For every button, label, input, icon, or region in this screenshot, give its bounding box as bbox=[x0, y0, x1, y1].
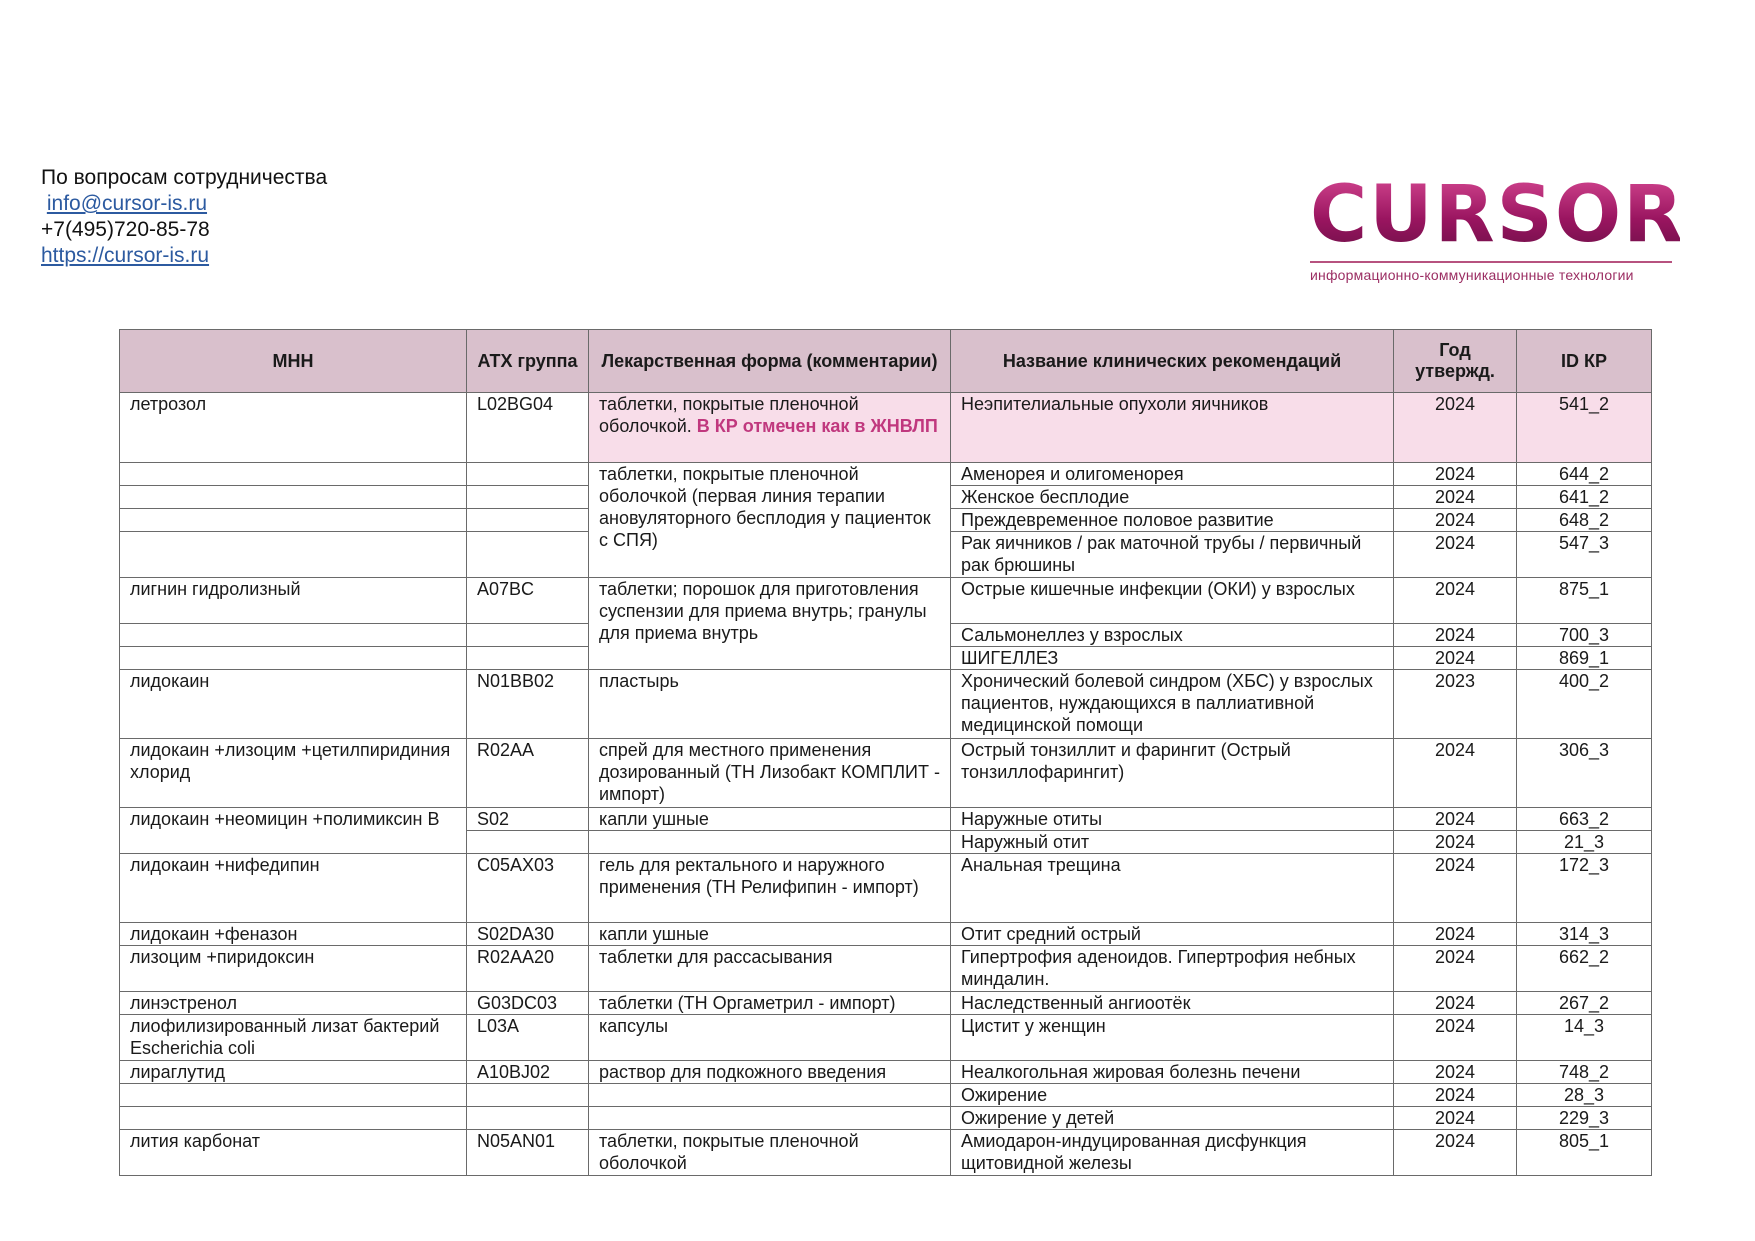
cell-atc: S02 bbox=[467, 808, 589, 831]
cell-mnn: линэстренол bbox=[120, 992, 467, 1015]
cell-atc: A10BJ02 bbox=[467, 1061, 589, 1084]
table-row bbox=[120, 946, 1652, 992]
cell-name: Хронический болевой синдром (ХБС) у взрослых пациентов, нуждающихся в паллиативной медицинской помощи bbox=[951, 670, 1394, 739]
logo-tagline: информационно-коммуникационные технологии bbox=[1310, 267, 1634, 283]
cell-atc: R02AA20 bbox=[467, 946, 589, 992]
cell-form: таблетки (ТН Оргаметрил - импорт) bbox=[589, 992, 951, 1015]
cell-id: 229_3 bbox=[1517, 1107, 1652, 1130]
cell-name: Амиодарон-индуцированная дисфункция щитовидной железы bbox=[951, 1130, 1394, 1176]
cell-mnn: лития карбонат bbox=[120, 1130, 467, 1176]
table-row bbox=[120, 1107, 1652, 1130]
cell-mnn bbox=[120, 1084, 467, 1107]
cell-mnn bbox=[120, 647, 467, 670]
cell-name: Наследственный ангиоотёк bbox=[951, 992, 1394, 1015]
cell-name: Отит средний острый bbox=[951, 923, 1394, 946]
cell-mnn: лизоцим +пиридоксин bbox=[120, 946, 467, 992]
cell-id: 644_2 bbox=[1517, 463, 1652, 486]
cell-year: 2024 bbox=[1394, 808, 1517, 831]
form-text: таблетки, покрытые пленочной оболочкой. bbox=[599, 394, 859, 436]
cell-form: капли ушные bbox=[589, 808, 951, 831]
cell-mnn bbox=[120, 532, 467, 578]
cell-atc bbox=[467, 532, 589, 578]
cell-id: 172_3 bbox=[1517, 854, 1652, 923]
cell-year: 2024 bbox=[1394, 1107, 1517, 1130]
logo-wordmark: CURSOR bbox=[1310, 170, 1686, 260]
cell-name: Неэпителиальные опухоли яичников bbox=[951, 393, 1394, 463]
cell-form: таблетки, покрытые пленочной оболочкой (первая линия терапии ановуляторного бесплодия у пациенток с СПЯ) bbox=[589, 463, 951, 578]
cell-id: 805_1 bbox=[1517, 1130, 1652, 1176]
cell-name: Неалкогольная жировая болезнь печени bbox=[951, 1061, 1394, 1084]
cell-form bbox=[589, 831, 951, 854]
header-id: ID КР bbox=[1517, 330, 1652, 393]
cell-name: Ожирение у детей bbox=[951, 1107, 1394, 1130]
cell-mnn bbox=[120, 509, 467, 532]
cell-atc bbox=[467, 624, 589, 647]
cell-name: Наружные отиты bbox=[951, 808, 1394, 831]
zhnvlp-note: В КР отмечен как в ЖНВЛП bbox=[696, 416, 938, 436]
cell-year: 2024 bbox=[1394, 647, 1517, 670]
cell-form: раствор для подкожного введения bbox=[589, 1061, 951, 1084]
cell-name: Острые кишечные инфекции (ОКИ) у взрослых bbox=[951, 578, 1394, 624]
cell-form: таблетки для рассасывания bbox=[589, 946, 951, 992]
cell-form: таблетки, покрытые пленочной оболочкой bbox=[589, 1130, 951, 1176]
cell-atc bbox=[467, 486, 589, 509]
table-row bbox=[120, 1015, 1652, 1061]
cell-atc: A07BC bbox=[467, 578, 589, 624]
cell-mnn bbox=[120, 486, 467, 509]
contact-block bbox=[41, 165, 327, 269]
cell-id: 663_2 bbox=[1517, 808, 1652, 831]
cell-year: 2024 bbox=[1394, 1084, 1517, 1107]
cell-atc bbox=[467, 1107, 589, 1130]
cell-year: 2024 bbox=[1394, 831, 1517, 854]
cell-atc: L03A bbox=[467, 1015, 589, 1061]
cell-year: 2024 bbox=[1394, 1061, 1517, 1084]
cell-atc: N05AN01 bbox=[467, 1130, 589, 1176]
cell-name: Наружный отит bbox=[951, 831, 1394, 854]
cell-id: 21_3 bbox=[1517, 831, 1652, 854]
table-row bbox=[120, 578, 1652, 624]
cell-mnn: лидокаин +неомицин +полимиксин В bbox=[120, 808, 467, 854]
cell-year: 2024 bbox=[1394, 578, 1517, 624]
cell-mnn bbox=[120, 463, 467, 486]
cell-mnn bbox=[120, 624, 467, 647]
cell-id: 306_3 bbox=[1517, 739, 1652, 808]
cell-atc bbox=[467, 509, 589, 532]
cell-form: капли ушные bbox=[589, 923, 951, 946]
cell-mnn: лиофилизированный лизат бактерий Escherichia coli bbox=[120, 1015, 467, 1061]
cell-atc bbox=[467, 463, 589, 486]
cell-id: 700_3 bbox=[1517, 624, 1652, 647]
header-year: Год утвержд. bbox=[1394, 330, 1517, 393]
cell-year: 2024 bbox=[1394, 946, 1517, 992]
cell-name: Цистит у женщин bbox=[951, 1015, 1394, 1061]
cell-form bbox=[589, 1107, 951, 1130]
cell-name: Рак яичников / рак маточной трубы / первичный рак брюшины bbox=[951, 532, 1394, 578]
email-link[interactable]: info@cursor-is.ru bbox=[46, 192, 208, 215]
cell-atc: R02AA bbox=[467, 739, 589, 808]
table-row bbox=[120, 670, 1652, 739]
table-row bbox=[120, 808, 1652, 831]
cell-form: гель для ректального и наружного применения (ТН Релифипин - импорт) bbox=[589, 854, 951, 923]
cell-name: Анальная трещина bbox=[951, 854, 1394, 923]
cell-id: 400_2 bbox=[1517, 670, 1652, 739]
cell-year: 2024 bbox=[1394, 532, 1517, 578]
cell-year: 2024 bbox=[1394, 854, 1517, 923]
cell-atc bbox=[467, 1084, 589, 1107]
cell-atc: N01BB02 bbox=[467, 670, 589, 739]
table-row bbox=[120, 1130, 1652, 1176]
cell-id: 869_1 bbox=[1517, 647, 1652, 670]
contact-heading: По вопросам сотрудничества bbox=[41, 166, 328, 189]
cell-mnn: лидокаин +нифедипин bbox=[120, 854, 467, 923]
cell-name: Сальмонеллез у взрослых bbox=[951, 624, 1394, 647]
cell-form: таблетки; порошок для приготовления суспензии для приема внутрь; гранулы для приема внутрь bbox=[589, 578, 951, 670]
cell-id: 547_3 bbox=[1517, 532, 1652, 578]
cell-year: 2024 bbox=[1394, 624, 1517, 647]
cell-year: 2024 bbox=[1394, 992, 1517, 1015]
cell-name: Преждевременное половое развитие bbox=[951, 509, 1394, 532]
table-row bbox=[120, 992, 1652, 1015]
cell-mnn: лираглутид bbox=[120, 1061, 467, 1084]
cell-form bbox=[589, 1084, 951, 1107]
cell-mnn: лидокаин bbox=[120, 670, 467, 739]
table-row bbox=[120, 1084, 1652, 1107]
header-form: Лекарственная форма (комментарии) bbox=[589, 330, 951, 393]
cell-name: Женское бесплодие bbox=[951, 486, 1394, 509]
cell-name: Ожирение bbox=[951, 1084, 1394, 1107]
clinical-recommendations-table bbox=[119, 329, 1652, 1176]
cell-mnn: лидокаин +феназон bbox=[120, 923, 467, 946]
cell-atc bbox=[467, 831, 589, 854]
table-header-row bbox=[120, 330, 1652, 393]
cell-form: капсулы bbox=[589, 1015, 951, 1061]
cell-year: 2024 bbox=[1394, 393, 1517, 463]
header-atc: АТХ группа bbox=[467, 330, 589, 393]
cell-atc: S02DA30 bbox=[467, 923, 589, 946]
table-row bbox=[120, 393, 1652, 463]
table-row bbox=[120, 923, 1652, 946]
cell-mnn bbox=[120, 1107, 467, 1130]
header-name: Название клинических рекомендаций bbox=[951, 330, 1394, 393]
cell-year: 2023 bbox=[1394, 670, 1517, 739]
cell-id: 28_3 bbox=[1517, 1084, 1652, 1107]
cell-atc: G03DC03 bbox=[467, 992, 589, 1015]
cell-id: 314_3 bbox=[1517, 923, 1652, 946]
cell-year: 2024 bbox=[1394, 509, 1517, 532]
cell-mnn: лидокаин +лизоцим +цетилпиридиния хлорид bbox=[120, 739, 467, 808]
logo-divider bbox=[1310, 261, 1672, 263]
cell-id: 267_2 bbox=[1517, 992, 1652, 1015]
cell-atc: C05AX03 bbox=[467, 854, 589, 923]
cell-name: ШИГЕЛЛЕЗ bbox=[951, 647, 1394, 670]
table-row bbox=[120, 463, 1652, 486]
cell-mnn: летрозол bbox=[120, 393, 467, 463]
cell-id: 641_2 bbox=[1517, 486, 1652, 509]
cell-year: 2024 bbox=[1394, 923, 1517, 946]
cell-name: Острый тонзиллит и фарингит (Острый тонзиллофарингит) bbox=[951, 739, 1394, 808]
cell-form: пластырь bbox=[589, 670, 951, 739]
cell-id: 748_2 bbox=[1517, 1061, 1652, 1084]
cell-year: 2024 bbox=[1394, 463, 1517, 486]
cell-form: спрей для местного применения дозированный (ТН Лизобакт КОМПЛИТ - импорт) bbox=[589, 739, 951, 808]
website-link[interactable]: https://cursor-is.ru bbox=[41, 244, 210, 267]
cell-id: 662_2 bbox=[1517, 946, 1652, 992]
cell-name: Аменорея и олигоменорея bbox=[951, 463, 1394, 486]
cell-name: Гипертрофия аденоидов. Гипертрофия небных миндалин. bbox=[951, 946, 1394, 992]
cell-atc: L02BG04 bbox=[467, 393, 589, 463]
cell-atc bbox=[467, 647, 589, 670]
cell-id: 541_2 bbox=[1517, 393, 1652, 463]
cell-year: 2024 bbox=[1394, 739, 1517, 808]
cell-form bbox=[589, 393, 951, 463]
cell-year: 2024 bbox=[1394, 1015, 1517, 1061]
cell-id: 14_3 bbox=[1517, 1015, 1652, 1061]
header-mnn: МНН bbox=[120, 330, 467, 393]
table-row bbox=[120, 854, 1652, 923]
cell-year: 2024 bbox=[1394, 1130, 1517, 1176]
phone-number: +7(495)720-85-78 bbox=[41, 218, 210, 241]
cell-mnn: лигнин гидролизный bbox=[120, 578, 467, 624]
cell-id: 648_2 bbox=[1517, 509, 1652, 532]
cursor-logo bbox=[1310, 170, 1686, 283]
table-row bbox=[120, 739, 1652, 808]
table-row bbox=[120, 1061, 1652, 1084]
cell-id: 875_1 bbox=[1517, 578, 1652, 624]
cell-year: 2024 bbox=[1394, 486, 1517, 509]
